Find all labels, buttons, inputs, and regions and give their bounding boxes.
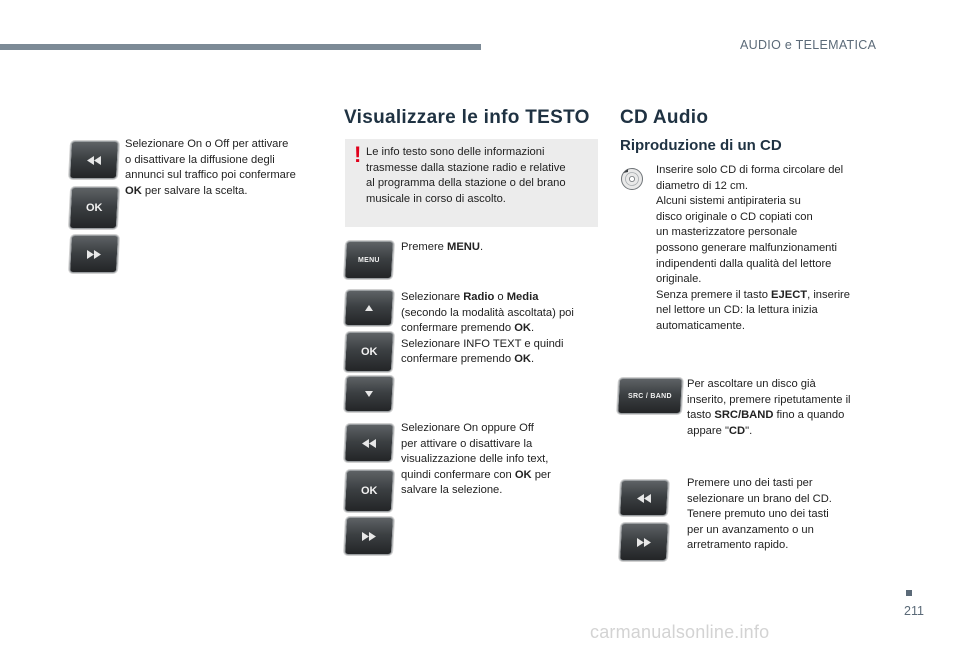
step-menu-text — [401, 240, 483, 256]
note-line: musicale in corso di ascolto. — [366, 192, 506, 205]
note-text — [366, 145, 566, 207]
step-toggle-line: visualizzazione delle info text, — [401, 453, 549, 466]
src-band-line: tasto SRC/BAND fino a quando — [687, 409, 845, 422]
rewind-icon — [637, 494, 651, 503]
info-testo-title: Visualizzare le info TESTO — [344, 107, 590, 128]
step-toggle-line: per attivare o disattivare la — [401, 437, 533, 450]
step-toggle-text — [401, 421, 551, 499]
page-marker — [906, 590, 912, 596]
note-line: trasmesse dalla stazione radio e relative — [366, 161, 566, 174]
left-instructions-line: OK per salvare la scelta. — [125, 184, 248, 197]
step-toggle-line: Selezionare On oppure Off — [401, 422, 534, 434]
step-toggle-line: quindi confermare con OK per — [401, 468, 551, 481]
cd-insert-line: possono generare malfunzionamenti — [656, 241, 837, 254]
src-band-button — [617, 378, 683, 414]
ok-button-2 — [344, 332, 394, 372]
section-title: AUDIO e TELEMATICA — [740, 38, 877, 52]
rewind-icon — [87, 156, 101, 165]
track-select-line: Tenere premuto uno dei tasti — [687, 508, 829, 521]
step-menu-prefix: Premere — [401, 241, 448, 253]
step-select-text — [401, 290, 574, 368]
fast-forward-icon — [637, 538, 651, 547]
cd-insert-line: indipendenti dalla qualità del lettore — [656, 257, 832, 270]
step-select-line: confermare premendo OK. — [401, 322, 535, 335]
rewind-icon — [362, 439, 376, 448]
prev-track-button-2 — [344, 424, 394, 462]
left-instructions-line: Selezionare On o Off per attivare — [125, 138, 289, 150]
track-select-line: arretramento rapido. — [687, 539, 789, 552]
cd-insert-line: Inserire solo CD di forma circolare del — [656, 164, 844, 176]
step-select-line: Selezionare Radio o Media — [401, 291, 539, 303]
fast-forward-icon — [362, 532, 376, 541]
step-select-line: confermare premendo OK. — [401, 353, 535, 366]
cd-icon — [620, 167, 644, 191]
step-menu-suffix: . — [479, 241, 484, 253]
cd-play-subtitle: Riproduzione di un CD — [620, 137, 782, 154]
down-button — [344, 376, 394, 412]
prev-track-button-3 — [619, 480, 669, 516]
left-instructions — [125, 137, 296, 199]
cd-insert-line: Alcuni sistemi antipirateria su — [656, 195, 801, 208]
track-select-text — [687, 476, 832, 554]
up-button — [344, 290, 394, 326]
step-menu-key: MENU — [447, 241, 480, 253]
page-number: 211 — [904, 604, 924, 618]
next-track-button-3 — [619, 523, 669, 561]
next-track-button — [69, 235, 119, 273]
note-line: Le info testo sono delle informazioni — [366, 146, 545, 158]
track-select-line: per un avanzamento o un — [687, 523, 814, 536]
cd-insert-line: Senza premere il tasto EJECT, inserire — [656, 288, 851, 301]
note-line: al programma della stazione o del brano — [366, 177, 566, 190]
cd-insert-line: automaticamente. — [656, 319, 745, 332]
ok-button-2-label: OK — [360, 346, 378, 358]
next-track-button-2 — [344, 517, 394, 555]
cd-insert-line: diametro di 12 cm. — [656, 179, 749, 192]
src-band-line: inserito, premere ripetutamente il — [687, 393, 851, 406]
ok-button-label: OK — [85, 202, 103, 214]
watermark: carmanualsonline.info — [590, 622, 770, 642]
src-band-line: appare "CD". — [687, 424, 753, 437]
header-bar — [0, 44, 481, 50]
src-band-button-label: SRC / BAND — [628, 392, 672, 400]
step-toggle-line: salvare la selezione. — [401, 484, 503, 497]
src-band-text — [687, 377, 851, 439]
cd-insert-line: un masterizzatore personale — [656, 226, 798, 239]
arrow-down-icon — [365, 391, 373, 397]
track-select-line: selezionare un brano del CD. — [687, 492, 832, 505]
cd-audio-title: CD Audio — [620, 107, 709, 128]
fast-forward-icon — [87, 250, 101, 259]
left-instructions-line: o disattivare la diffusione degli — [125, 153, 275, 166]
warning-icon: ! — [354, 142, 362, 167]
cd-insert-line: disco originale o CD copiati con — [656, 210, 813, 223]
step-select-line: Selezionare INFO TEXT e quindi — [401, 337, 564, 350]
cd-insert-line: nel lettore un CD: la lettura inizia — [656, 304, 818, 317]
prev-track-button — [69, 141, 119, 179]
cd-insert-text — [656, 163, 850, 335]
menu-button — [344, 241, 394, 279]
src-band-line: Per ascoltare un disco già — [687, 378, 816, 390]
step-select-line: (secondo la modalità ascoltata) poi — [401, 306, 574, 319]
left-instructions-line: annunci sul traffico poi confermare — [125, 169, 296, 182]
track-select-line: Premere uno dei tasti per — [687, 477, 813, 489]
ok-button — [69, 187, 119, 229]
ok-button-3 — [344, 470, 394, 512]
cd-insert-line: originale. — [656, 273, 702, 286]
ok-button-3-label: OK — [360, 485, 378, 497]
arrow-up-icon — [365, 305, 373, 311]
menu-button-label: MENU — [358, 256, 380, 264]
